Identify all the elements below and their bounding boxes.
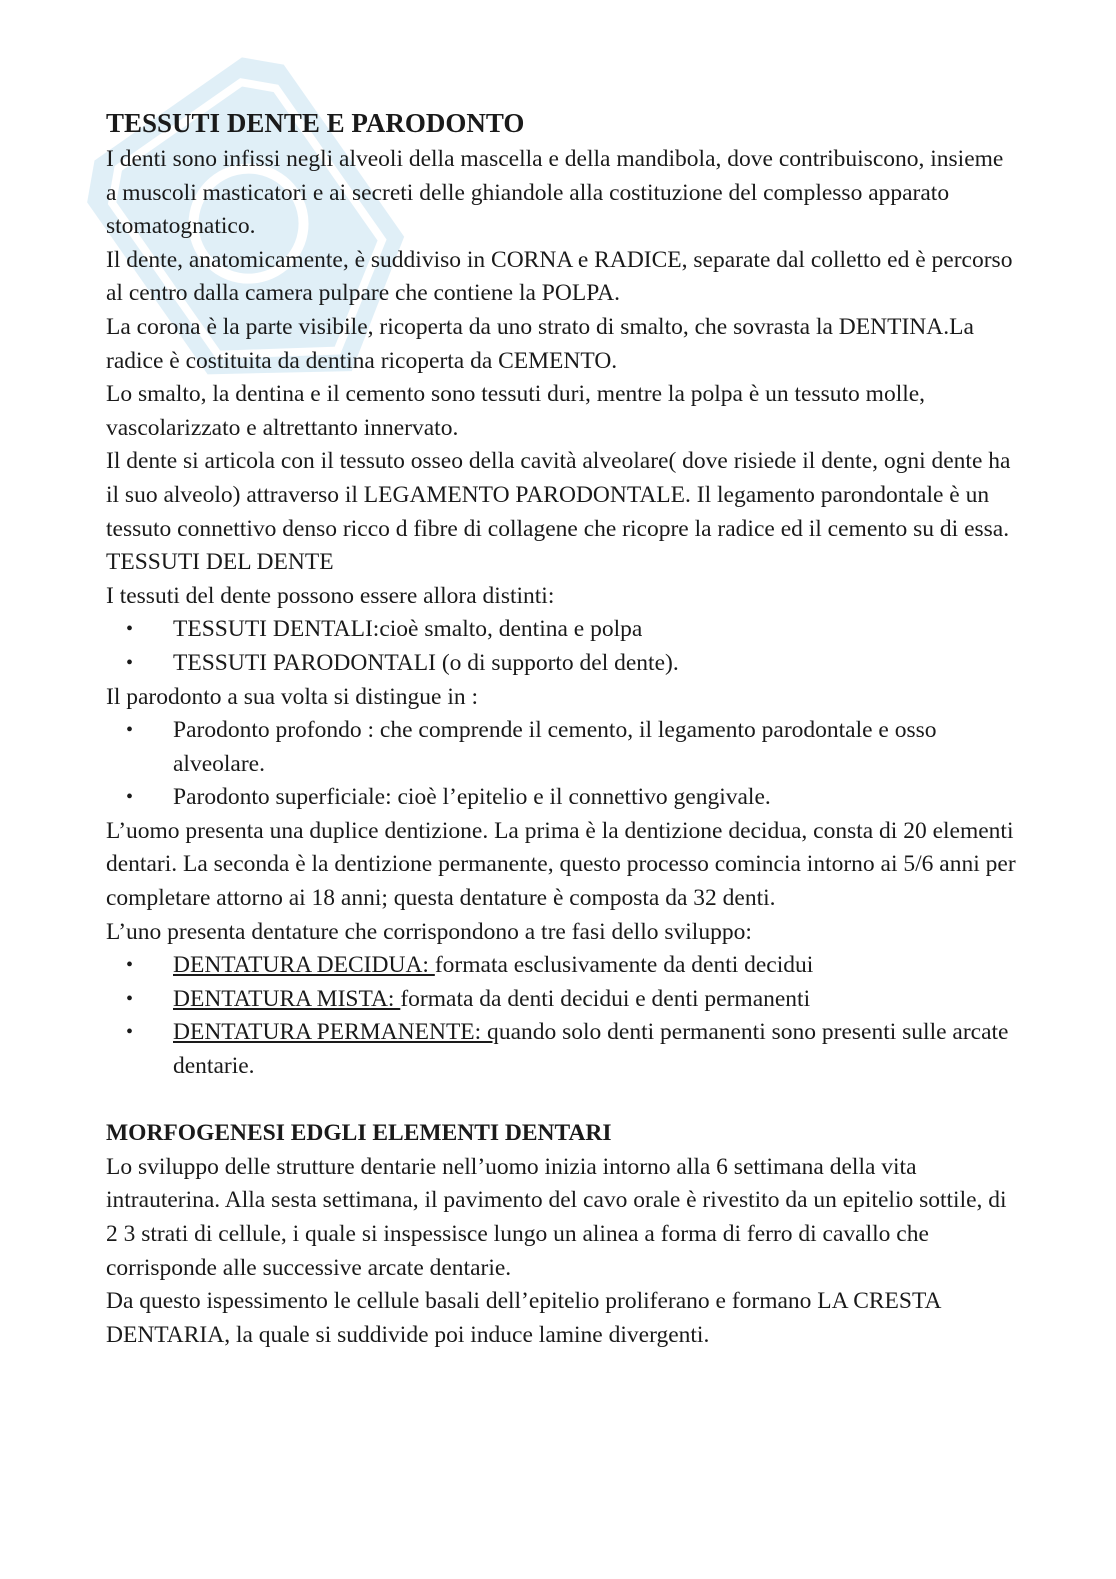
list-item (106, 983, 1016, 1017)
bullet-icon: • (126, 987, 134, 1010)
intro-paragraph: Il dente si articola con il tessuto osseo della cavità alveolare( dove risiede il dente, ogni dente ha il suo alveolo) attraverso il LEGAMENTO PARODONTALE. Il legamento parondontale è un tessuto connettivo denso ricco d fibre di collagene che ricopre la radice ed il cemento su di essa. (106, 448, 1011, 542)
list-item (106, 1016, 1016, 1083)
tissue-list (106, 613, 1016, 680)
bullet-icon: • (126, 786, 134, 809)
list-item-text: Parodonto profondo : che comprende il cemento, il legamento parodontale e osso alveolare. (173, 717, 937, 777)
intro-paragraph: Il dente, anatomicamente, è suddiviso in CORNA e RADICE, separate dal colletto ed è percorso al centro dalla camera pulpare che contiene la POLPA. (106, 246, 1013, 307)
parodonto-list (106, 714, 1016, 815)
section-paragraph: Lo sviluppo delle strutture dentarie nell’uomo inizia intorno alla 6 settimana della vita intrauterina. Alla sesta settimana, il pavimento del cavo orale è rivestito da un epitelio sottile, di 2 3 strati di cellule, i quale si inspessisce lungo un alinea a forma di ferro di cavallo che corrisponde alle successive arcate dentarie. (106, 1153, 1007, 1281)
list-item (106, 613, 1016, 647)
document-page (106, 103, 1016, 1352)
bullet-icon: • (126, 719, 134, 742)
bullet-icon: • (126, 954, 134, 977)
dentition-paragraph: L’uno presenta dentature che corrispondono a tre fasi dello sviluppo: (106, 918, 752, 945)
list-item-term: DENTATURA DECIDUA: (173, 952, 435, 979)
list-item-text: uando solo denti permanenti sono presenti sulle arcate dentarie. (173, 1019, 1009, 1080)
section-paragraph: Da questo ispessimento le cellule basali dell’epitelio proliferano e formano LA CRESTA DENTARIA, la quale si suddivide poi induce lamine divergenti. (106, 1288, 941, 1348)
list-item-text: formata esclusivamente da denti decidui (434, 952, 814, 979)
bullet-icon: • (126, 618, 134, 641)
dentature-list (106, 949, 1016, 1083)
dentition-paragraph: L’uomo presenta una duplice dentizione. La prima è la dentizione decidua, consta di 20 elementi dentari. La seconda è la dentizione permanente, questo processo comincia intorno ai 5/6 anni per completare attorno ai 18 anni; questa dentature è composta da 32 denti. (106, 817, 1016, 912)
document-title: TESSUTI DENTE E PARODONTO (106, 108, 525, 138)
list-item-text: formata da denti decidui e denti permanenti (400, 985, 811, 1012)
list-item-term: DENTATURA MISTA: (173, 985, 401, 1012)
list-item-text: Parodonto superficiale: cioè l’epitelio e il connettivo gengivale. (173, 784, 771, 811)
parodonto-intro: Il parodonto a sua volta si distingue in : (106, 683, 479, 710)
bullet-icon: • (126, 651, 134, 674)
list-item-term: DENTATURA PERMANENTE: q (173, 1019, 499, 1046)
list-item-text: TESSUTI DENTALI:cioè smalto, dentina e polpa (173, 616, 643, 643)
list-item-text: TESSUTI PARODONTALI (o di supporto del dente). (173, 649, 679, 676)
list-item (106, 949, 1016, 983)
intro-paragraph: La corona è la parte visibile, ricoperta da uno strato di smalto, che sovrasta la DENTINA.La radice è costituita da dentina ricoperta da CEMENTO. (106, 313, 974, 374)
list-item (106, 714, 1016, 781)
bullet-icon: • (126, 1021, 134, 1044)
intro-paragraph: I denti sono infissi negli alveoli della mascella e della mandibola, dove contribuiscono, insieme a muscoli masticatori e ai secreti delle ghiandole alla costituzione del complesso apparato stomatognatico. (106, 146, 1004, 240)
intro-paragraph: I tessuti del dente possono essere allora distinti: (106, 582, 555, 609)
list-item (106, 781, 1016, 815)
section-title: MORFOGENESI EDGLI ELEMENTI DENTARI (106, 1120, 612, 1147)
intro-paragraph: Lo smalto, la dentina e il cemento sono tessuti duri, mentre la polpa è un tessuto molle, vascolarizzato e altrettanto innervato. (106, 381, 926, 441)
subsection-heading: TESSUTI DEL DENTE (106, 549, 334, 576)
list-item (106, 647, 1016, 681)
